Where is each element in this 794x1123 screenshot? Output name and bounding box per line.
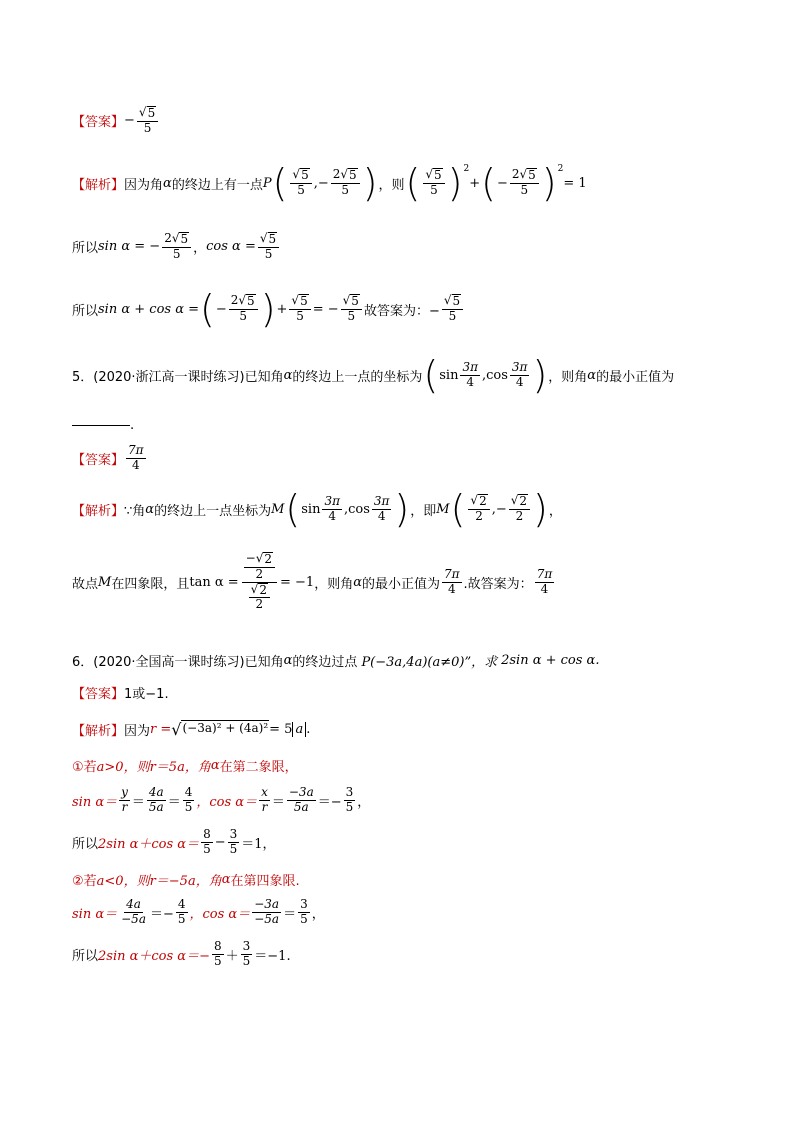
cos-eq: ，cos α＝ (189, 906, 251, 922)
q4-analysis-line2 (72, 232, 281, 262)
y-over-r: $\frac{y}{r}$ (121, 785, 128, 814)
compound-frac: − √ 2 2 √ 2 2 (242, 552, 277, 612)
point-P: P (262, 175, 272, 191)
q5-an2-mid: 在四象限，且 (111, 576, 190, 592)
q6-case1-result (72, 828, 276, 857)
so-text: 所以 (72, 836, 99, 852)
m-y: √ 2 2 (509, 494, 530, 524)
q5-an1-mid: 的终边上一点坐标为 (154, 503, 272, 519)
eq-5: = 5 (269, 722, 293, 737)
analysis-label: 【解析】 (72, 503, 125, 519)
alpha: α (283, 367, 293, 383)
q4-analysis-line1: 【解析】 因为角 α 的终边上有一点 P ( √ 5 5 ,− 2 √ 5 5 ) ，则 ( √ 5 5 ) 2 + ( − 2 √ 5 5 ) 2 = 1 (72, 161, 587, 205)
q5-lead: 5．(2020·浙江高一课时练习)已知角 (72, 369, 284, 385)
q5-tail1: ，则角 (548, 369, 588, 385)
alpha: α (587, 367, 597, 383)
4a-over-neg5a: $\frac{4a}{-5a}$ (121, 897, 146, 926)
result2: ＝−1. (254, 948, 291, 964)
eq-neg: ＝− (149, 906, 174, 922)
q4-analysis-line3: 所以 sin α + cos α = ( − 2 √ 5 5 ) + √ 5 5 = − √ 5 5 故答案为：− √ 5 5 (72, 290, 465, 328)
tan-eq: tan α = (189, 574, 239, 590)
3-over-5: $\frac{3}{5}$ (300, 897, 308, 926)
comma: ， (193, 241, 207, 257)
final-answer-text: 故答案为：− (363, 303, 440, 319)
cos-value: √ 5 5 (258, 232, 279, 262)
because-text: 因为 (124, 724, 151, 739)
eq-neg-one: = −1 (280, 574, 315, 590)
result1: ＝1， (241, 836, 276, 852)
so-point-text: 故点 (72, 576, 99, 592)
coord-y: 2 √ 5 5 (331, 168, 360, 198)
q4-an1-then: ，则 (378, 177, 405, 193)
cos-eq: ，cos α＝ (196, 794, 258, 810)
comma: ， (311, 906, 325, 922)
result: √ 5 5 (341, 294, 362, 324)
sin-eq: sin α＝ (72, 906, 118, 922)
3-over-5: $\frac{3}{5}$ (345, 785, 354, 814)
q6-expr: 2sin α + cos α. (501, 653, 600, 668)
coord-x: √ 5 5 (290, 168, 311, 198)
answer-sign: − (124, 113, 135, 129)
case2-label: ②若 (72, 874, 97, 889)
neg3a-over-5a: $\frac{-3a}{5a}$ (288, 785, 314, 814)
eq: ＝ (271, 794, 285, 810)
sin: sin (301, 501, 321, 517)
q5-analysis-line2 (72, 552, 556, 612)
comma: ， (357, 794, 371, 810)
q4-an1-text: 因为角 (124, 177, 164, 193)
alpha: α (353, 574, 362, 590)
8-over-5: $\frac{8}{5}$ (213, 939, 222, 968)
analysis-label: 【解析】 (72, 724, 125, 739)
q6-case2-result (72, 940, 291, 969)
alpha: α (283, 653, 293, 668)
point-M: M (98, 574, 112, 590)
angle-frac: $\frac{3\pi}{4}$ (324, 493, 340, 523)
case1-cond: a>0，则 (96, 760, 150, 775)
answer-fraction: √ 5 5 (137, 106, 158, 136)
q5-mid: 的终边上一点的坐标为 (292, 369, 423, 385)
sq-term1: √ 5 5 (423, 168, 444, 198)
angle-frac: $\frac{3\pi}{4}$ (462, 359, 478, 389)
sin: sin (439, 367, 459, 383)
q6-analysis-line1 (72, 720, 310, 739)
eq: ＝ (283, 906, 297, 922)
eq: ＝ (167, 794, 181, 810)
q5-an2-mid2: ，则角 (314, 576, 354, 592)
abs-a: a (292, 722, 306, 737)
3-over-5: $\frac{3}{5}$ (229, 827, 238, 856)
q4-an1-text2: 的终边上有一点 (171, 177, 263, 193)
q5-answer: $\frac{7\pi}{4}$ (128, 443, 144, 472)
final-answer: $\frac{7\pi}{4}$ (536, 566, 553, 596)
alpha: α (163, 175, 172, 191)
period: . (306, 722, 311, 737)
point-M: M (271, 501, 285, 517)
eq-neg: ＝− (317, 794, 342, 810)
q6-lead: 6．(2020·全国高一课时练习)已知角 (72, 655, 284, 670)
r-eq: r = (150, 722, 172, 737)
sum-expr: sin α + cos α = (98, 301, 200, 317)
x-over-r: $\frac{x}{r}$ (261, 785, 268, 814)
q4-answer-line (72, 106, 160, 136)
q6-case1-values (72, 786, 370, 815)
radical: √ (−3a)² + (4a)² (171, 720, 269, 739)
q6-answer: 1或−1. (124, 687, 169, 702)
alpha: α (221, 872, 231, 887)
q5-an2-mid3: 的最小正值为 (362, 576, 441, 592)
q6-answer-line (72, 683, 169, 702)
comma: ， (548, 503, 562, 519)
since-text: ∵角 (124, 503, 146, 519)
alpha: α (210, 758, 220, 773)
sin-eq: sin α＝ (72, 794, 118, 810)
q5-blank-line (72, 418, 134, 433)
answer-label: 【答案】 (72, 115, 125, 131)
angle-frac: $\frac{3\pi}{4}$ (511, 359, 528, 389)
plus: ＋ (225, 948, 239, 964)
4a-over-5a: $\frac{4a}{5a}$ (148, 785, 164, 814)
answer-label: 【答案】 (72, 452, 125, 468)
case1-quadrant: 在第二象限， (219, 760, 298, 775)
cos-eq: cos α = (206, 239, 256, 255)
i-e-text: ，即 (410, 503, 437, 519)
q6-case2 (72, 870, 300, 889)
expr-eq-neg: 2sin α＋cos α＝− (98, 948, 210, 964)
minus: − (214, 834, 226, 850)
3-over-5: $\frac{3}{5}$ (242, 939, 251, 968)
q5-tail2: 的最小正值为 (596, 369, 675, 385)
answer-label: 【答案】 (72, 687, 125, 702)
period: . (130, 418, 135, 433)
point-M: M (436, 501, 450, 517)
sin-value: 2 √ 5 5 (162, 232, 191, 262)
q5-question: 5．(2020·浙江高一课时练习)已知角 α 的终边上一点的坐标为 ( sin $\frac{3\pi}{4}$ , cos $\frac{3\pi}{4}$ ) ，则角 α 的最小正值为 (72, 353, 675, 397)
so-text: 所以 (72, 241, 99, 257)
eq-neg: = − (312, 301, 339, 317)
final-answer: √ 5 5 (442, 294, 463, 324)
answer-blank (72, 425, 130, 426)
point-P: P(−3a,4a)(a≠0)”，求 (361, 655, 498, 670)
term-a: 2 √ 5 5 (229, 294, 258, 324)
q5-analysis-line1: 【解析】 ∵角 α 的终边上一点坐标为 M ( sin $\frac{3\pi}{4}$ , cos $\frac{3\pi}{4}$ ) ，即 M ( √ 2 2 ,− √ 2 2 ) ， (72, 487, 562, 531)
so-text: 所以 (72, 303, 99, 319)
m-x: √ 2 2 (468, 494, 489, 524)
so-text: 所以 (72, 948, 99, 964)
angle-frac: $\frac{3\pi}{4}$ (373, 493, 390, 523)
q5-answer-line (72, 444, 148, 473)
case1-r: r＝5a，角 (149, 760, 211, 775)
case2-r: r＝−5a，角 (149, 874, 222, 889)
4-over-5: $\frac{4}{5}$ (177, 897, 186, 926)
cos: cos (486, 367, 508, 383)
analysis-label: 【解析】 (72, 177, 125, 193)
sin-eq: sin α = − (98, 239, 161, 255)
expr-eq: 2sin α＋cos α＝ (98, 836, 200, 852)
neg3a-over-neg5a: $\frac{-3a}{-5a}$ (254, 897, 280, 926)
8-over-5: $\frac{8}{5}$ (203, 827, 211, 856)
case2-quadrant: 在第四象限. (230, 874, 300, 889)
cos: cos (348, 501, 370, 517)
4-over-5: $\frac{4}{5}$ (184, 785, 193, 814)
term-b: √ 5 5 (289, 294, 310, 324)
min-value: $\frac{7\pi}{4}$ (444, 566, 460, 596)
eq: ＝ (131, 794, 145, 810)
q4-an1-eq: = 1 (563, 175, 587, 191)
alpha: α (145, 501, 155, 517)
sq-term2: 2 √ 5 5 (510, 168, 539, 198)
final-answer-text: .故答案为： (463, 576, 533, 592)
q6-question (72, 651, 599, 670)
case2-cond: a<0，则 (96, 874, 150, 889)
q6-case1 (72, 756, 298, 775)
q6-mid: 的终边过点 (292, 655, 358, 670)
case1-label: ①若 (72, 760, 97, 775)
q6-case2-values (72, 898, 325, 927)
